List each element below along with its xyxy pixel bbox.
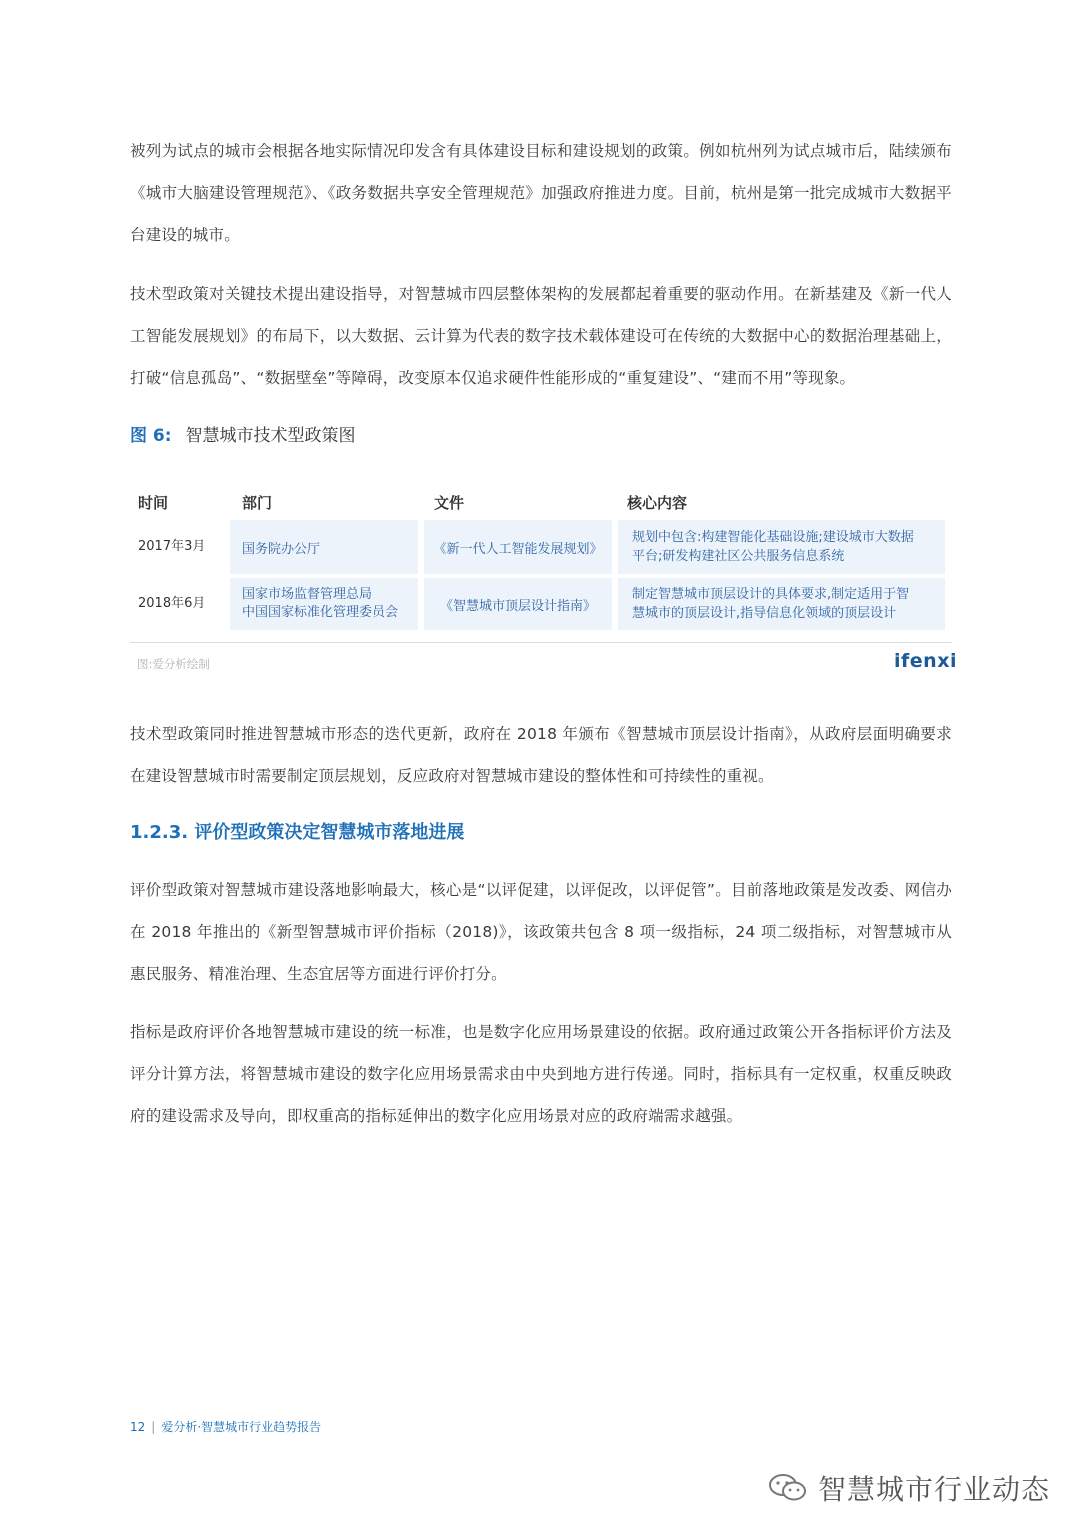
paragraph-evaluation-policy: 评价型政策对智慧城市建设落地影响最大，核心是“以评促建，以评促改，以评促管”。目前落地政策是发改委、网信办在 2018 年推出的《新型智慧城市评价指标（2018)》，该政策共包含 8 项一级指标，24 项二级指标，对智慧城市从惠民服务、精准治理、生态宜居等方面进行评价打分。 (130, 881, 952, 983)
row1-doc-text: 《新一代人工智能发展规划》 (433, 541, 603, 557)
row2-dept-line2: 中国国家标准化管理委员会 (242, 605, 399, 620)
footer-report-title: 爱分析·智慧城市行业趋势报告 (161, 1420, 322, 1434)
row2-content-line2: 慧城市的顶层设计,指导信息化领域的顶层设计 (632, 606, 897, 621)
wechat-watermark (768, 1468, 1050, 1508)
page-footer (130, 1418, 321, 1435)
table-header-doc: 文件 (434, 494, 465, 512)
table-header-dept: 部门 (242, 494, 273, 512)
page-number: 12 (130, 1420, 146, 1434)
row1-dept (230, 520, 418, 574)
row2-content (618, 578, 945, 630)
section-heading: 1.2.3. 评价型政策决定智慧城市落地进展 (130, 822, 465, 843)
paragraph-indicators: 指标是政府评价各地智慧城市建设的统一标准，也是数字化应用场景建设的依据。政府通过政策公开各指标评价方法及评分计算方法，将智慧城市建设的数字化应用场景需求由中央到地方进行传递。同时，指标具有一定权重，权重反映政府的建设需求及导向，即权重高的指标延伸出的数字化应用场景对应的政府端需求越强。 (130, 1023, 952, 1125)
policy-table (130, 486, 952, 643)
row1-dept-text: 国务院办公厅 (242, 541, 321, 557)
paragraph-technical-policy: 技术型政策对关键技术提出建设指导，对智慧城市四层整体架构的发展都起着重要的驱动作用。在新基建及《新一代人工智能发展规划》的布局下，以大数据、云计算为代表的数字技术载体建设可在传统的大数据中心的数据治理基础上，打破“信息孤岛”、“数据壁垒”等障碍，改变原本仅追求硬件性能形成的“重复建设”、“建而不用”等现象。 (130, 285, 952, 387)
row1-content-line1: 规划中包含:构建智能化基础设施;建设城市大数据 (632, 530, 914, 545)
row1-content (618, 520, 945, 574)
row2-time: 2018年6月 (138, 596, 206, 611)
figure-source: 图:爱分析绘制 (137, 657, 210, 671)
footer-separator: | (151, 1420, 156, 1434)
ifenxi-logo: ifenxi (894, 650, 957, 672)
row2-dept-line1: 国家市场监督管理总局 (242, 587, 373, 602)
table-header-time: 时间 (138, 494, 169, 512)
row2-dept (230, 578, 418, 630)
row2-content-line1: 制定智慧城市顶层设计的具体要求,制定适用于智 (632, 587, 910, 602)
figure-title-text: 智慧城市技术型政策图 (185, 426, 356, 446)
table-header-content: 核心内容 (627, 494, 688, 512)
row1-content-line2: 平台;研发构建社区公共服务信息系统 (632, 549, 845, 564)
wechat-icon (768, 1473, 808, 1503)
figure-number: 图 6: (130, 426, 172, 446)
row1-time: 2017年3月 (138, 539, 206, 554)
paragraph-pilot-policy: 被列为试点的城市会根据各地实际情况印发含有具体建设目标和建设规划的政策。例如杭州列为试点城市后，陆续颁布《城市大脑建设管理规范》、《政务数据共享安全管理规范》加强政府推进力度。目前，杭州是第一批完成城市大数据平台建设的城市。 (130, 142, 952, 244)
row2-doc-text: 《智慧城市顶层设计指南》 (439, 598, 596, 614)
paragraph-top-level-design: 技术型政策同时推进智慧城市形态的迭代更新，政府在 2018 年颁布《智慧城市顶层设计指南》，从政府层面明确要求在建设智慧城市时需要制定顶层规划，反应政府对智慧城市建设的整体性和可持续性的重视。 (130, 725, 952, 785)
watermark-text: 智慧城市行业动态 (817, 1473, 1050, 1506)
row1-doc (424, 520, 612, 574)
row2-doc (424, 578, 612, 630)
figure-title (130, 421, 356, 451)
